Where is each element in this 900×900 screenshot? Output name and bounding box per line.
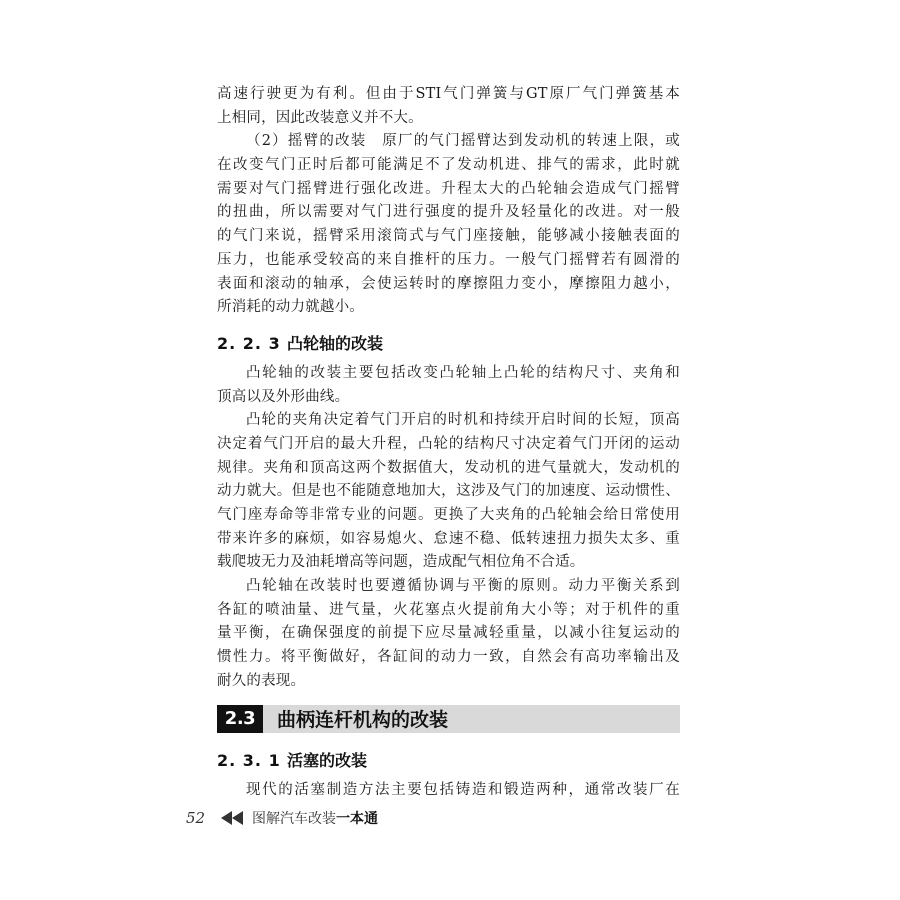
book-title-emphasis: 一本通 <box>336 811 378 827</box>
paragraph <box>217 130 680 320</box>
text-line: 各缸的喷油量、进气量，火花塞点火提前角大小等；对于机件的重 <box>217 601 680 618</box>
section-number-badge: 2.3 <box>217 705 263 733</box>
text-line: 凸轮轴在改装时也要遵循协调与平衡的原则。动力平衡关系到 <box>246 578 680 595</box>
text-line: 凸轮的夹角决定着气门开启的时机和持续开启时间的长短，顶高 <box>246 412 680 429</box>
text-line: 顶高以及外形曲线。 <box>217 388 350 405</box>
text-line: 所消耗的动力就越小。 <box>217 299 364 316</box>
text-line: 的扭曲，所以需要对气门进行强度的提升及轻量化的改进。对一般 <box>217 204 680 221</box>
subsection-number: 2. 2. 3 <box>217 333 281 353</box>
subsection-title: 活塞的改装 <box>287 750 368 770</box>
text-line: 上相同，因此改装意义并不大。 <box>217 109 423 126</box>
text-line: 耐久的表现。 <box>217 672 306 689</box>
text-line: 带来许多的麻烦，如容易熄火、怠速不稳、低转速扭力损失太多、重 <box>217 530 680 547</box>
text-line: 需要对气门摇臂进行强化改进。升程太大的凸轮轴会造成气门摇臂 <box>217 180 680 197</box>
page-footer <box>186 806 378 830</box>
text-line: 气门座寿命等非常专业的问题。更换了大夹角的凸轮轴会给日常使用 <box>217 507 680 523</box>
paragraph <box>217 83 680 130</box>
section-heading-bar <box>217 705 680 733</box>
paragraph <box>217 362 680 409</box>
text-line: 凸轮轴的改装主要包括改变凸轮轴上凸轮的结构尺寸、夹角和 <box>246 364 680 381</box>
text-line: 的气门来说，摇臂采用滚筒式与气门座接触，能够减小接触表面的 <box>217 228 680 245</box>
paragraph <box>217 575 680 693</box>
text-line: 在改变气门正时后都可能满足不了发动机进、排气的需求，此时就 <box>217 157 680 174</box>
text-line: 量平衡，在确保强度的前提下应尽量减轻重量，以减小往复运动的 <box>217 625 680 642</box>
text-line: 压力，也能承受较高的来自推杆的压力。一般气门摇臂若有圆滑的 <box>217 251 680 268</box>
page-text <box>217 83 680 802</box>
text-line: 规律。夹角和顶高这两个数据值大，发动机的进气量就大，发动机的 <box>217 459 680 476</box>
text-line: 动力就大。但是也不能随意地加大，这涉及气门的加速度、运动惯性、 <box>217 483 680 500</box>
text-line: 表面和滚动的轴承，会使运转时的摩擦阻力变小，摩擦阻力越小， <box>217 275 680 292</box>
text-line: 现代的活塞制造方法主要包括铸造和锻造两种，通常改装厂在 <box>246 781 680 798</box>
text-line: 载爬坡无力及油耗增高等问题，造成配气相位角不合适。 <box>217 554 585 571</box>
subsection-heading <box>217 326 680 361</box>
book-title: 图解汽车改装 <box>252 811 336 827</box>
double-left-arrow-icon <box>220 811 244 825</box>
subsection-number: 2. 3. 1 <box>217 750 281 770</box>
text-line: 决定着气门开启的最大升程，凸轮的结构尺寸决定着气门开闭的运动 <box>217 435 680 452</box>
text-line: （2）摇臂的改装 原厂的气门摇臂达到发动机的转速上限，或 <box>246 133 680 150</box>
page-number: 52 <box>186 809 206 827</box>
paragraph <box>217 779 680 803</box>
section-title: 曲柄连杆机构的改装 <box>277 709 449 731</box>
text-line: 惯性力。将平衡做好，各缸间的动力一致，自然会有高功率输出及 <box>217 649 680 666</box>
text-line: 高速行驶更为有利。但由于STI气门弹簧与GT原厂气门弹簧基本 <box>217 86 680 102</box>
subsection-heading <box>217 743 680 778</box>
subsection-title: 凸轮轴的改装 <box>287 333 384 353</box>
paragraph <box>217 409 680 575</box>
